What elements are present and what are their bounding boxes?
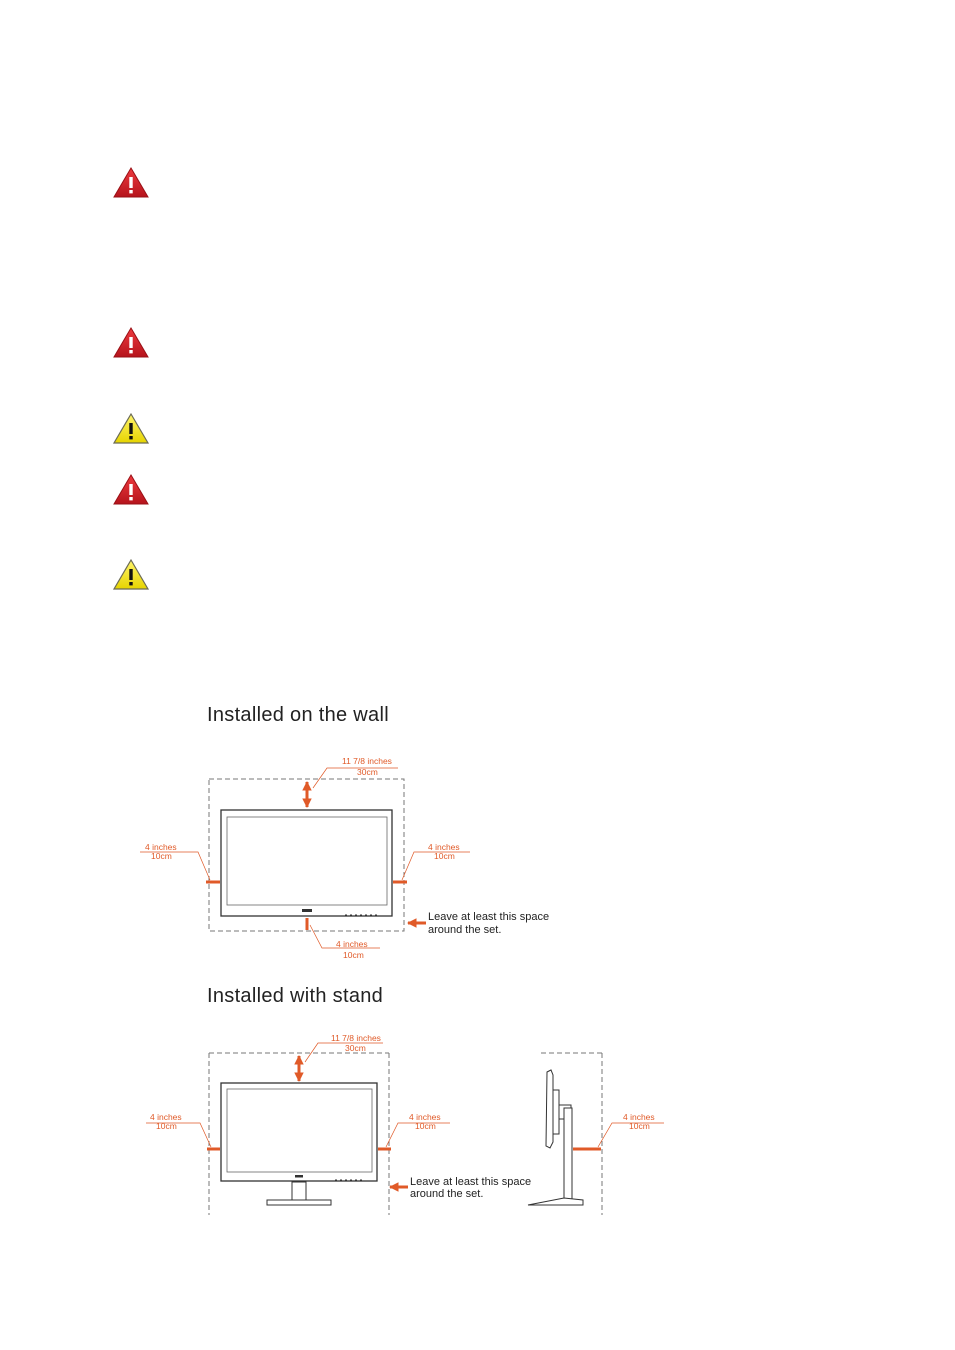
- wall-right-inches: 4 inches: [428, 842, 460, 852]
- wall-top-inches: 11 7/8 inches: [342, 756, 392, 766]
- stand-left-cm: 10cm: [156, 1121, 177, 1131]
- wall-bottom-cm: 10cm: [343, 950, 364, 960]
- wall-top-cm: 30cm: [357, 767, 378, 777]
- stand-right-cm: 10cm: [415, 1121, 436, 1131]
- wall-bottom-inches: 4 inches: [336, 939, 368, 949]
- side-inches: 4 inches: [623, 1112, 655, 1122]
- stand-right-inches: 4 inches: [409, 1112, 441, 1122]
- stand-diagram: [146, 1033, 531, 1215]
- wall-install-heading: Installed on the wall: [207, 704, 389, 726]
- stand-monitor-side-icon: [528, 1070, 583, 1205]
- wall-monitor-icon: [221, 810, 392, 916]
- stand-top-inches: 11 7/8 inches: [331, 1033, 381, 1043]
- stand-install-heading: Installed with stand: [207, 985, 384, 1007]
- wall-note-line1: Leave at least this space: [428, 911, 550, 923]
- stand-side-diagram: [528, 1053, 664, 1215]
- stand-top-cm: 30cm: [345, 1043, 366, 1053]
- wall-diagram: [140, 756, 549, 960]
- stand-monitor-front-icon: [221, 1083, 377, 1205]
- stand-left-inches: 4 inches: [150, 1112, 182, 1122]
- stand-note-line1: Leave at least this space: [410, 1176, 532, 1188]
- stand-note-line2: around the set.: [410, 1188, 484, 1200]
- wall-right-cm: 10cm: [434, 851, 455, 861]
- wall-left-cm: 10cm: [151, 851, 172, 861]
- wall-left-inches: 4 inches: [145, 842, 177, 852]
- wall-note-line2: around the set.: [428, 924, 502, 936]
- side-cm: 10cm: [629, 1121, 650, 1131]
